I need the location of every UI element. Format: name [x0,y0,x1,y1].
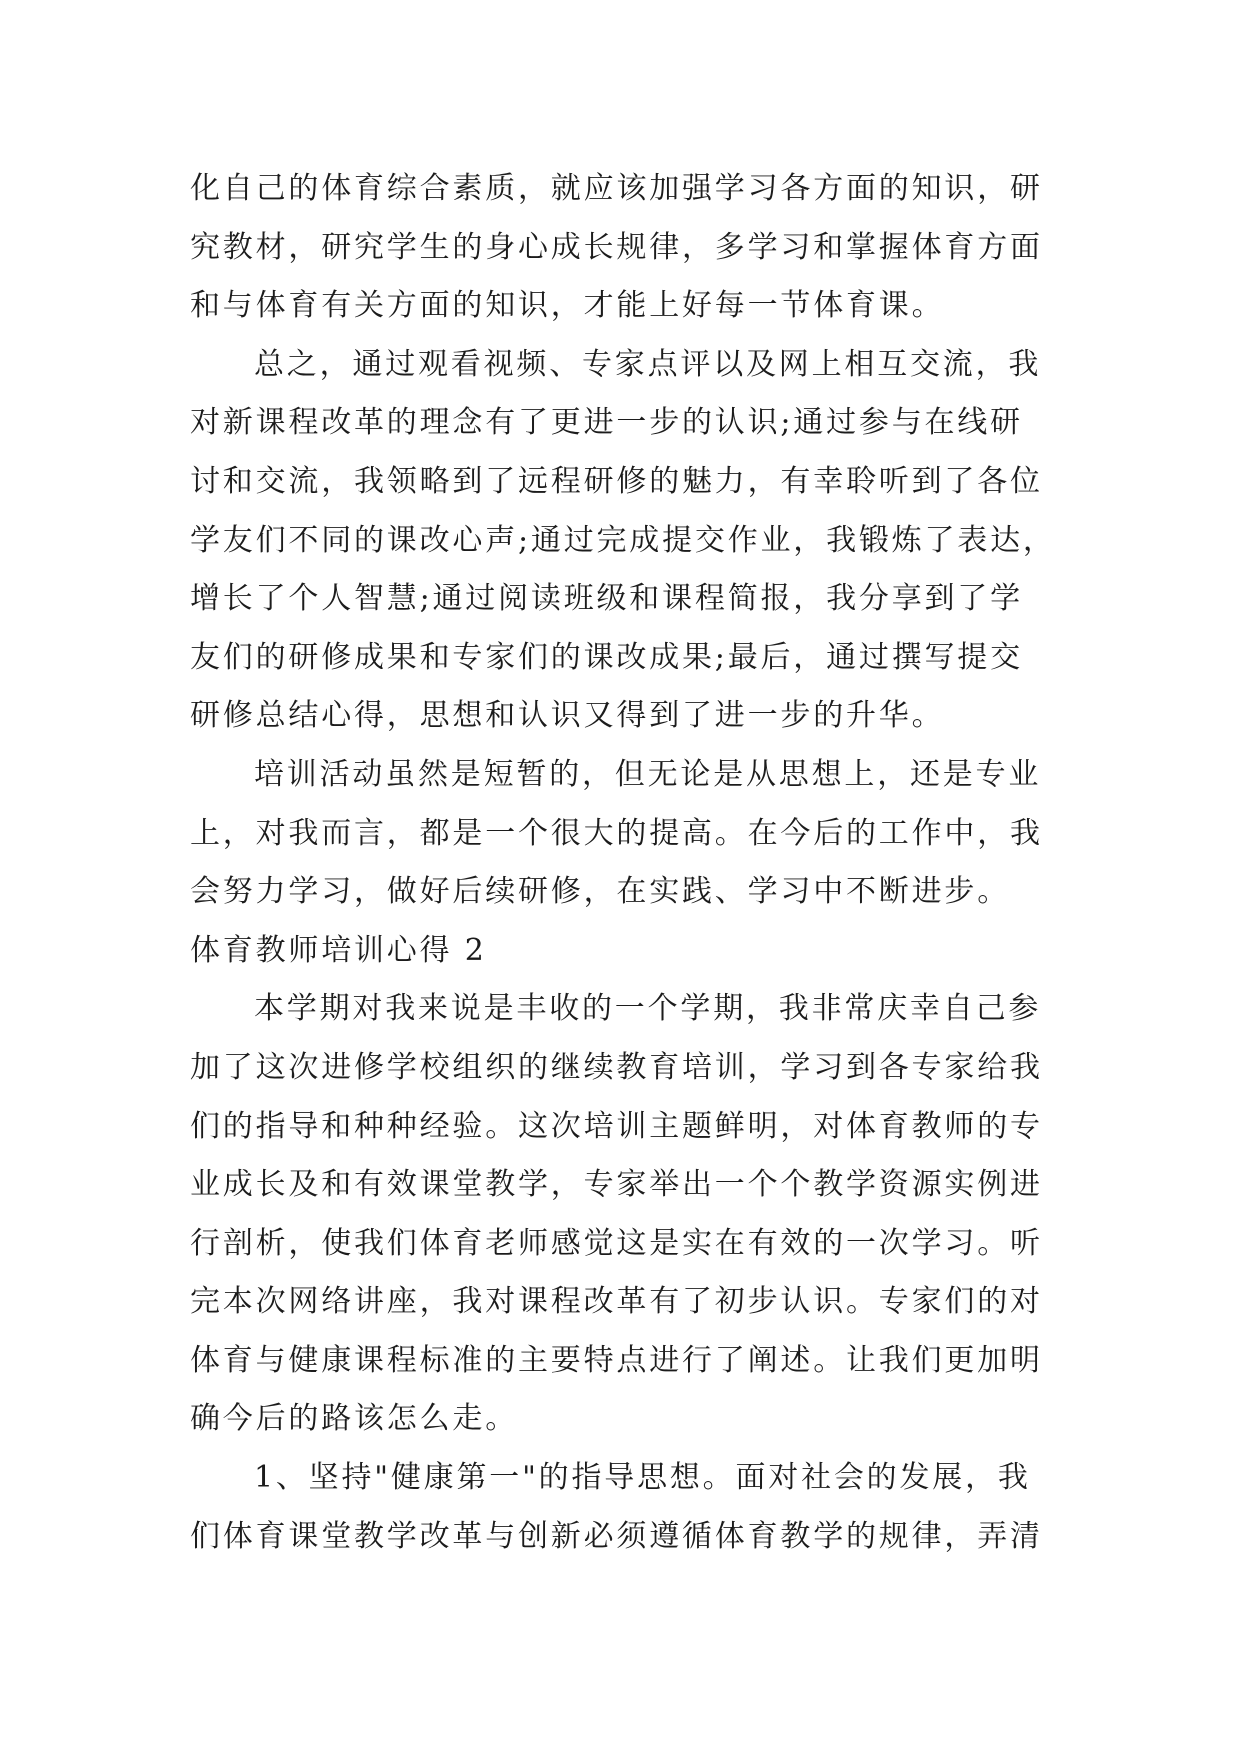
text-line: 讨和交流，我领略到了远程研修的魅力，有幸聆听到了各位 [190,463,1043,499]
text-line: 友们的研修成果和专家们的课改成果;最后，通过撰写提交 [190,639,1023,675]
text-line: 确今后的路该怎么走。 [190,1401,518,1437]
text-line: 1、坚持"健康第一"的指导思想。面对社会的发展，我 [254,1460,1031,1496]
text-line: 本学期对我来说是丰收的一个学期，我非常庆幸自己参 [254,991,1042,1027]
text-line: 业成长及和有效课堂教学，专家举出一个个教学资源实例进 [190,1167,1043,1203]
document-body [190,160,1070,1566]
text-line: 究教材，研究学生的身心成长规律，多学习和掌握体育方面 [190,229,1043,265]
text-line: 完本次网络讲座，我对课程改革有了初步认识。专家们的对 [190,1284,1043,1320]
text-line: 们体育课堂教学改革与创新必须遵循体育教学的规律，弄清 [190,1518,1043,1554]
text-line: 培训活动虽然是短暂的，但无论是从思想上，还是专业 [254,756,1042,792]
text-line: 体育教师培训心得 2 [190,932,487,968]
text-line: 们的指导和种种经验。这次培训主题鲜明，对体育教师的专 [190,1108,1043,1144]
text-line: 研修总结心得，思想和认识又得到了进一步的升华。 [190,698,945,734]
text-line: 上，对我而言，都是一个很大的提高。在今后的工作中，我 [190,815,1043,851]
text-line: 会努力学习，做好后续研修，在实践、学习中不断进步。 [190,874,1010,910]
text-line: 体育与健康课程标准的主要特点进行了阐述。让我们更加明 [190,1342,1043,1378]
text-line: 化自己的体育综合素质，就应该加强学习各方面的知识，研 [190,171,1043,206]
text-line: 增长了个人智慧;通过阅读班级和课程简报，我分享到了学 [190,581,1023,617]
text-line: 加了这次进修学校组织的继续教育培训，学习到各专家给我 [190,1049,1043,1085]
text-line: 行剖析，使我们体育老师感觉这是实在有效的一次学习。听 [190,1225,1043,1261]
text-line: 总之，通过观看视频、专家点评以及网上相互交流，我 [254,346,1042,382]
text-line: 学友们不同的课改心声;通过完成提交作业，我锻炼了表达， [190,522,1056,558]
text-line: 和与体育有关方面的知识，才能上好每一节体育课。 [190,288,945,324]
text-line: 对新课程改革的理念有了更进一步的认识;通过参与在线研 [190,405,1023,441]
